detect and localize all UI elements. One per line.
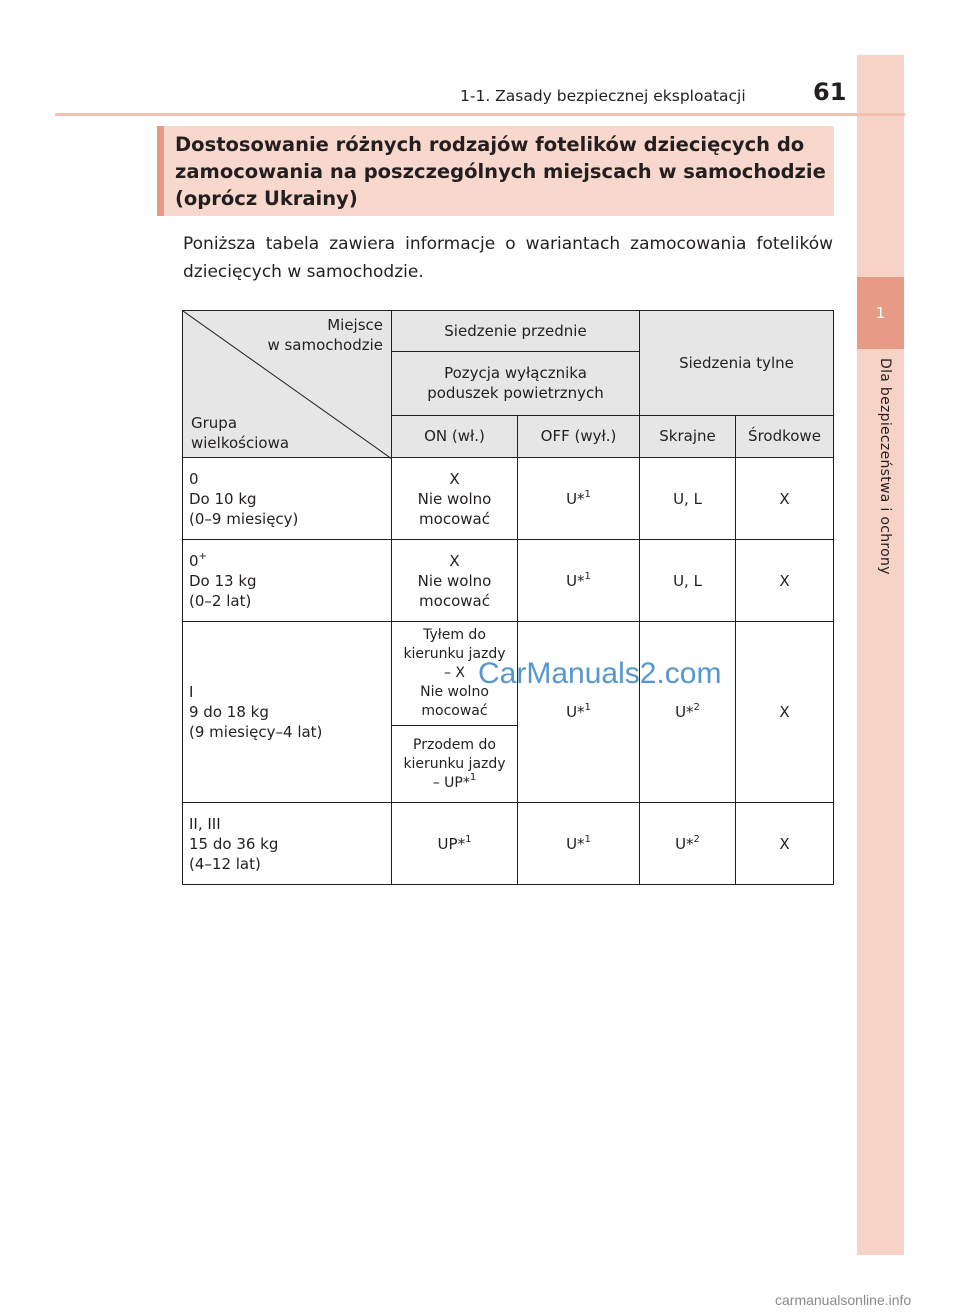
child-seat-table bbox=[182, 310, 833, 880]
footnote-ref: 2 bbox=[693, 702, 700, 713]
chapter-sidebar bbox=[857, 55, 904, 1255]
group-weight: Do 13 kg bbox=[189, 571, 257, 590]
rear-center-cell: X bbox=[736, 540, 834, 622]
section-title: Dostosowanie różnych rodzajów fotelików dziecięcych do zamocowania na poszczególnych miejscach w samochodzie (oprócz Ukrainy) bbox=[175, 133, 826, 210]
on-note-line2: mocować bbox=[419, 509, 490, 528]
off-value: U* bbox=[566, 489, 585, 508]
on-forward-line1: Przodem do bbox=[413, 736, 496, 753]
group-age: (0–2 lat) bbox=[189, 591, 252, 610]
footnote-ref: 1 bbox=[584, 702, 591, 713]
on-rearward-value: – X bbox=[443, 665, 466, 681]
on-rearward-note2: mocować bbox=[421, 703, 488, 719]
on-rearward-line1: Tyłem do bbox=[423, 627, 486, 643]
on-forward-line2: kierunku jazdy bbox=[403, 755, 506, 772]
rear-center-cell: X bbox=[736, 458, 834, 540]
group-weight: Do 10 kg bbox=[189, 489, 257, 508]
size-group-label-line2: wielkościowa bbox=[191, 434, 290, 452]
group-name: I bbox=[189, 683, 194, 701]
chapter-label: Dla bezpieczeństwa i ochrony bbox=[877, 358, 893, 575]
group-age: (0–9 miesięcy) bbox=[189, 509, 299, 528]
header-rule bbox=[55, 113, 905, 116]
col-header-off: OFF (wył.) bbox=[518, 415, 640, 457]
footnote-ref: 1 bbox=[584, 570, 591, 582]
group-weight: 15 do 36 kg bbox=[189, 834, 279, 853]
airbag-switch-header bbox=[392, 352, 640, 415]
group-weight: 9 do 18 kg bbox=[189, 703, 269, 721]
footer-watermark: carmanualsonline.info bbox=[775, 1292, 912, 1308]
size-group-label bbox=[191, 413, 289, 453]
group-cell bbox=[183, 540, 392, 622]
rear-center-cell: X bbox=[736, 622, 834, 803]
rear-seats-header: Siedzenia tylne bbox=[640, 311, 834, 416]
on-value: X bbox=[449, 469, 460, 488]
on-rearward-line2: kierunku jazdy bbox=[403, 646, 506, 662]
section-heading-accent bbox=[157, 126, 164, 216]
footnote-ref: 1 bbox=[465, 833, 472, 845]
seat-position-label-line1: Miejsce bbox=[327, 316, 383, 334]
rear-outer-cell: U, L bbox=[640, 458, 736, 540]
outer-value: U* bbox=[675, 703, 694, 721]
table-row bbox=[183, 803, 834, 885]
intro-paragraph: Poniższa tabela zawiera informacje o wariantach zamocowania fotelików dziecięcych w samochodzie. bbox=[183, 234, 833, 282]
airbag-on-cell bbox=[392, 458, 518, 540]
corner-header-cell bbox=[183, 311, 392, 458]
footnote-ref: 2 bbox=[693, 833, 700, 845]
compatibility-table bbox=[182, 310, 834, 885]
group-age: (9 miesięcy–4 lat) bbox=[189, 723, 323, 741]
footnote-ref: 1 bbox=[469, 771, 477, 783]
size-group-label-line1: Grupa bbox=[191, 414, 238, 432]
outer-value: U* bbox=[675, 834, 694, 853]
on-forward-value-text: – UP* bbox=[432, 774, 470, 791]
rear-center-cell: X bbox=[736, 803, 834, 885]
group-cell bbox=[183, 622, 392, 803]
on-value: UP* bbox=[437, 834, 466, 853]
off-value: U* bbox=[566, 834, 585, 853]
running-header: 1-1. Zasady bezpiecznej eksploatacji bbox=[460, 87, 746, 105]
group-name-text: 0 bbox=[189, 551, 199, 570]
group-superscript: + bbox=[198, 550, 207, 562]
rear-outer-cell bbox=[640, 622, 736, 803]
off-value: U* bbox=[566, 571, 585, 590]
on-forward-value bbox=[396, 771, 513, 793]
rear-outer-cell: U, L bbox=[640, 540, 736, 622]
airbag-on-cell bbox=[392, 803, 518, 885]
group-name: 0 bbox=[189, 469, 199, 488]
col-header-center: Środkowe bbox=[736, 415, 834, 457]
col-header-outer: Skrajne bbox=[640, 415, 736, 457]
airbag-switch-line1: Pozycja wyłącznika bbox=[444, 364, 587, 383]
group-name bbox=[189, 551, 387, 571]
group-age: (4–12 lat) bbox=[189, 854, 261, 873]
footnote-ref: 1 bbox=[584, 488, 591, 500]
on-note-line2: mocować bbox=[419, 591, 490, 610]
seat-position-label-line2: w samochodzie bbox=[267, 336, 383, 354]
airbag-switch-line2: poduszek powietrznych bbox=[427, 384, 604, 403]
group-cell bbox=[183, 458, 392, 540]
airbag-off-cell bbox=[518, 540, 640, 622]
col-header-on: ON (wł.) bbox=[392, 415, 518, 457]
on-value: X bbox=[449, 551, 460, 570]
table-row bbox=[183, 540, 834, 622]
airbag-on-forward-cell bbox=[392, 726, 518, 803]
airbag-off-cell bbox=[518, 622, 640, 803]
on-rearward-note1: Nie wolno bbox=[420, 684, 489, 700]
page-number: 61 bbox=[813, 78, 847, 106]
on-note-line1: Nie wolno bbox=[417, 489, 492, 508]
front-seat-header: Siedzenie przednie bbox=[392, 311, 640, 352]
airbag-off-cell bbox=[518, 458, 640, 540]
watermark: CarManuals2.com bbox=[478, 657, 722, 690]
footnote-ref: 1 bbox=[584, 833, 591, 845]
airbag-off-cell bbox=[518, 803, 640, 885]
table-row bbox=[183, 458, 834, 540]
seat-position-label bbox=[267, 315, 383, 355]
rear-outer-cell bbox=[640, 803, 736, 885]
airbag-on-cell bbox=[392, 540, 518, 622]
group-cell bbox=[183, 803, 392, 885]
on-note-line1: Nie wolno bbox=[417, 571, 492, 590]
off-value: U* bbox=[566, 703, 585, 721]
group-name: II, III bbox=[189, 814, 221, 833]
chapter-tab[interactable]: 1 bbox=[857, 277, 904, 349]
